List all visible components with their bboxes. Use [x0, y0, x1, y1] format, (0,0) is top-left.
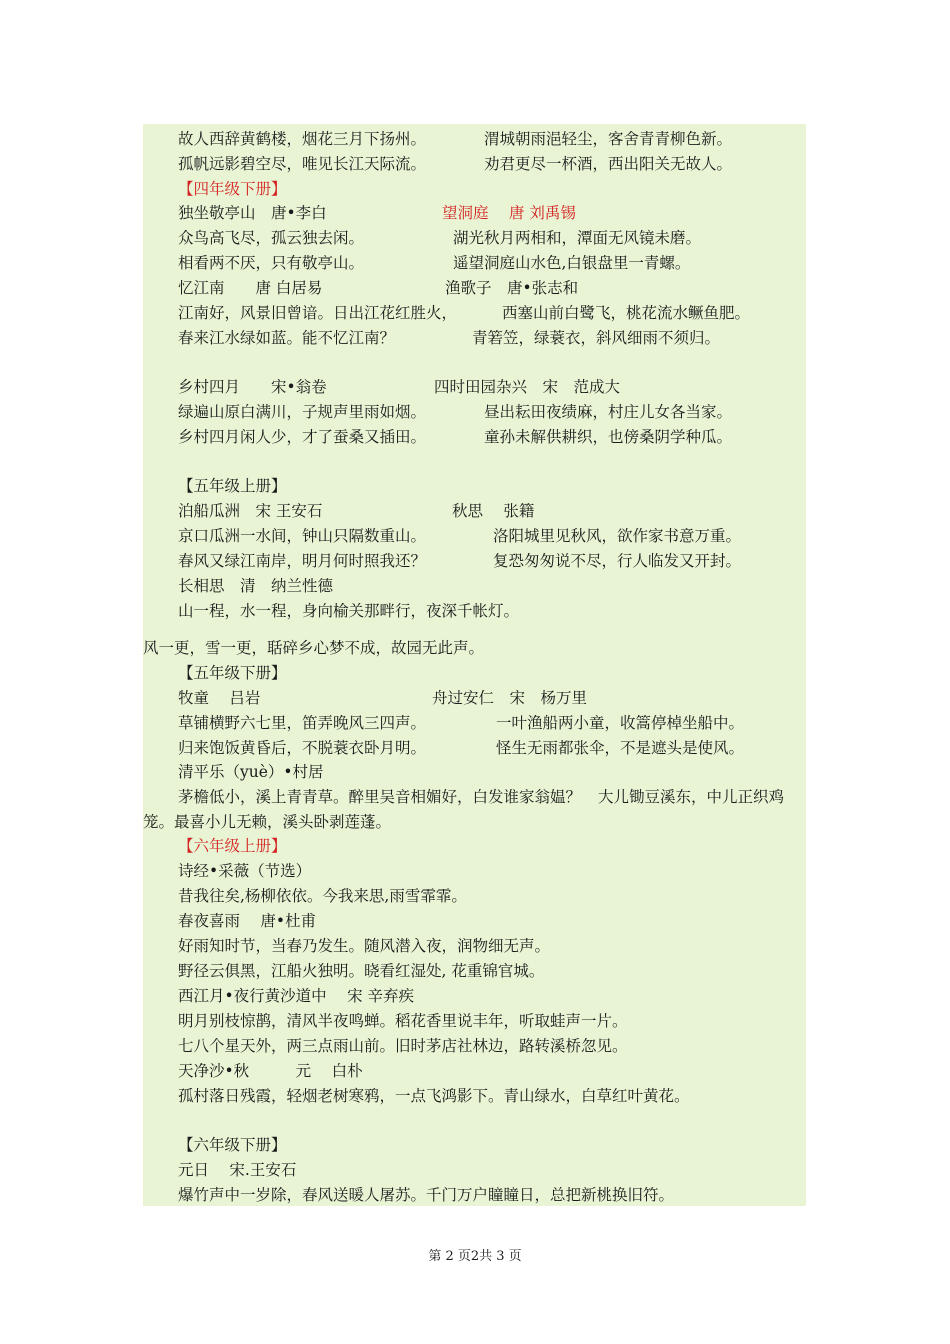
text-line — [0, 524, 950, 549]
text-line — [0, 711, 950, 736]
line-segment: 孤村落日残霞，轻烟老树寒鸦，一点飞鸿影下。青山绿水，白草红叶黄花。 — [178, 1087, 690, 1105]
line-segment: 劝君更尽一杯酒，西出阳关无故人。 — [484, 155, 733, 173]
text-line — [0, 760, 950, 785]
text-line — [0, 499, 950, 524]
line-segment: 七八个星天外，两三点雨山前。旧时茅店社林边，路转溪桥忽见。 — [178, 1037, 628, 1055]
line-segment: 归来饱饭黄昏后，不脱蓑衣卧月明。 — [178, 739, 427, 757]
text-line — [0, 984, 950, 1009]
line-segment: 四时田园杂兴 宋 范成大 — [434, 378, 621, 396]
line-segment: 怪生无雨都张伞，不是遮头是使风。 — [496, 739, 745, 757]
line-segment: 牧童 吕岩 — [178, 689, 261, 707]
text-line — [0, 810, 950, 835]
line-segment: 天净沙•秋 元 白朴 — [178, 1062, 363, 1080]
line-segment: 一叶渔船两小童，收篙停棹坐船中。 — [496, 714, 745, 732]
section-heading: 【六年级上册】 — [178, 837, 287, 855]
page-footer: 第 2 页2共 3 页 — [428, 1249, 522, 1264]
text-line — [0, 736, 950, 761]
text-line — [0, 934, 950, 959]
line-segment: 昼出耘田夜绩麻，村庄儿女各当家。 — [484, 403, 733, 421]
line-segment: 舟过安仁 宋 杨万里 — [432, 689, 588, 707]
line-segment: 孤帆远影碧空尽，唯见长江天际流。 — [178, 155, 427, 173]
text-line — [0, 1059, 950, 1084]
line-segment: 湖光秋月两相和，潭面无风镜未磨。 — [453, 229, 702, 247]
text-line — [0, 251, 950, 276]
text-line — [0, 127, 950, 152]
text-line — [0, 226, 950, 251]
text-line — [0, 1009, 950, 1034]
text-line — [0, 884, 950, 909]
line-segment: 西江月•夜行黄沙道中 宋 辛弃疾 — [178, 987, 414, 1005]
text-line — [0, 177, 950, 202]
section-heading: 【六年级下册】 — [178, 1136, 287, 1154]
line-segment: 西塞山前白鹭飞，桃花流水鳜鱼肥。 — [502, 304, 751, 322]
line-segment: 绿遍山原白满川，子规声里雨如烟。 — [178, 403, 427, 421]
text-line — [0, 1183, 950, 1208]
section-heading: 【四年级下册】 — [178, 180, 287, 198]
line-segment: 独坐敬亭山 唐•李白 — [178, 204, 327, 222]
text-line — [0, 785, 950, 810]
line-segment: 清平乐（yuè）•村居 — [178, 763, 324, 781]
line-segment: 诗经•采薇（节选） — [178, 862, 312, 880]
text-line — [0, 326, 950, 351]
line-segment: 明月别枝惊鹊，清风半夜鸣蝉。稻花香里说丰年，听取蛙声一片。 — [178, 1012, 628, 1030]
line-segment: 望洞庭 唐 刘禹锡 — [442, 204, 576, 222]
line-segment: 众鸟高飞尽，孤云独去闲。 — [178, 229, 365, 247]
line-segment: 秋思 张籍 — [452, 502, 535, 520]
line-segment: 好雨知时节，当春乃发生。随风潜入夜，润物细无声。 — [178, 937, 551, 955]
text-line — [0, 1133, 950, 1158]
text-line — [0, 549, 950, 574]
line-segment: 相看两不厌，只有敬亭山。 — [178, 254, 365, 272]
line-segment: 茅檐低小，溪上青青草。醉里吴音相媚好，白发谁家翁媪？ — [178, 788, 582, 806]
line-segment: 野径云俱黑，江船火独明。晓看红湿处, 花重锦官城。 — [178, 962, 545, 980]
line-segment: 渭城朝雨浥轻尘，客舍青青柳色新。 — [484, 130, 733, 148]
text-line — [0, 834, 950, 859]
text-line — [0, 574, 950, 599]
text-line — [0, 276, 950, 301]
text-line — [0, 1034, 950, 1059]
text-line — [0, 474, 950, 499]
line-segment: 长相思 清 纳兰性德 — [178, 577, 334, 595]
text-line — [0, 959, 950, 984]
line-segment: 复恐匆匆说不尽，行人临发又开封。 — [493, 552, 742, 570]
line-segment: 渔歌子 唐•张志和 — [445, 279, 579, 297]
line-segment: 春夜喜雨 唐•杜甫 — [178, 912, 317, 930]
line-segment: 昔我往矣,杨柳依依。今我来思,雨雪霏霏。 — [178, 887, 467, 905]
text-line — [0, 375, 950, 400]
line-segment: 泊船瓜洲 宋 王安石 — [178, 502, 323, 520]
line-segment: 风一更，雪一更，聒碎乡心梦不成，故园无此声。 — [143, 639, 485, 657]
text-line — [0, 636, 950, 661]
text-line — [0, 152, 950, 177]
line-segment: 春来江水绿如蓝。能不忆江南？ — [178, 329, 396, 347]
text-line — [0, 661, 950, 686]
line-segment: 爆竹声中一岁除，春风送暖人屠苏。千门万户瞳瞳日，总把新桃换旧符。 — [178, 1186, 675, 1204]
line-segment: 青箬笠，绿蓑衣，斜风细雨不须归。 — [472, 329, 721, 347]
text-line — [0, 909, 950, 934]
line-segment: 春风又绿江南岸，明月何时照我还？ — [178, 552, 427, 570]
line-segment: 大儿锄豆溪东，中儿正织鸡 — [598, 788, 785, 806]
section-heading: 【五年级上册】 — [178, 477, 287, 495]
line-segment: 洛阳城里见秋风，欲作家书意万重。 — [493, 527, 742, 545]
section-heading: 【五年级下册】 — [178, 664, 287, 682]
text-line — [0, 686, 950, 711]
text-line — [0, 1084, 950, 1109]
line-segment: 童孙未解供耕织，也傍桑阴学种瓜。 — [484, 428, 733, 446]
line-segment: 山一程，水一程，身向榆关那畔行，夜深千帐灯。 — [178, 602, 520, 620]
line-segment: 元日 宋.王安石 — [178, 1161, 297, 1179]
text-line — [0, 425, 950, 450]
line-segment: 京口瓜洲一水间，钟山只隔数重山。 — [178, 527, 427, 545]
text-line — [0, 859, 950, 884]
line-segment: 笼。最喜小儿无赖，溪头卧剥莲蓬。 — [143, 813, 392, 831]
line-segment: 遥望洞庭山水色,白银盘里一青螺。 — [453, 254, 691, 272]
text-line — [0, 301, 950, 326]
text-line — [0, 201, 950, 226]
line-segment: 乡村四月 宋•翁卷 — [178, 378, 327, 396]
text-line — [0, 599, 950, 624]
text-line — [0, 400, 950, 425]
line-segment: 忆江南 唐 白居易 — [178, 279, 323, 297]
text-line — [0, 1158, 950, 1183]
line-segment: 乡村四月闲人少，才了蚕桑又插田。 — [178, 428, 427, 446]
line-segment: 故人西辞黄鹤楼，烟花三月下扬州。 — [178, 130, 427, 148]
line-segment: 草铺横野六七里，笛弄晚风三四声。 — [178, 714, 427, 732]
line-segment: 江南好，风景旧曾谙。日出江花红胜火， — [178, 304, 458, 322]
